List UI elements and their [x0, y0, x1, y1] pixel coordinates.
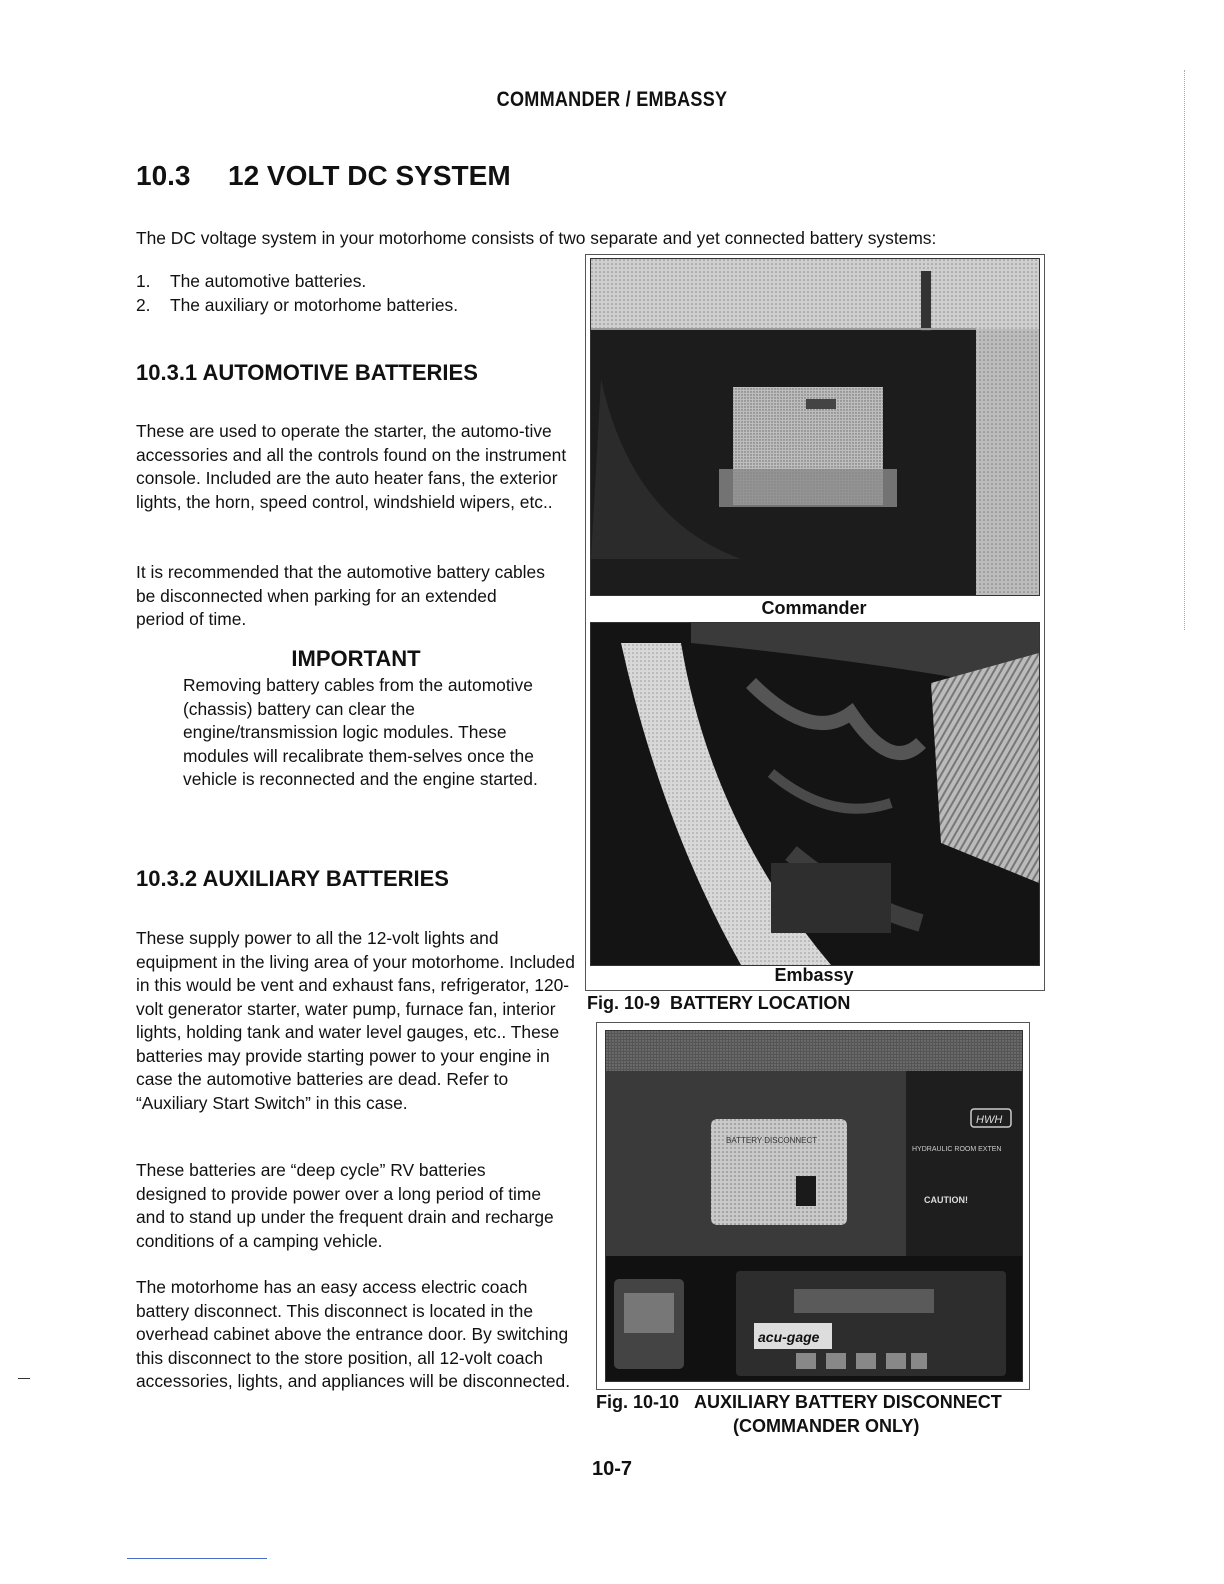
- acu-gage-logo: acu-gage: [758, 1329, 820, 1345]
- auxiliary-heading: 10.3.2 AUXILIARY BATTERIES: [136, 866, 449, 891]
- brand-logo-text: HWH: [976, 1114, 1003, 1126]
- figure-10-9-number: Fig. 10-9: [587, 993, 661, 1013]
- figure-10-10-title: AUXILIARY BATTERY DISCONNECT: [694, 1392, 1002, 1412]
- panel-label-text: HYDRAULIC ROOM EXTEN: [912, 1146, 1002, 1153]
- caution-text: CAUTION!: [924, 1195, 968, 1205]
- list-item-text: The auxiliary or motorhome batteries.: [170, 294, 459, 315]
- auxiliary-paragraph-3: The motorhome has an easy access electric coach battery disconnect. This disconnect is located in the overhead cabinet above the entrance door. By switching this disconnect to the store position, all 12-volt coach accessories, lights, and appliances will be disconnected.: [136, 1277, 571, 1391]
- page-number: 10-7: [591, 1458, 633, 1480]
- list-marker: 2.: [136, 294, 151, 315]
- list-item: [136, 294, 576, 318]
- battery-disconnect-photo: [605, 1030, 1023, 1382]
- automotive-paragraph-2: It is recommended that the automotive battery cables be disconnected when parking for an extended period of time.: [136, 562, 545, 629]
- figure-10-9-title: BATTERY LOCATION: [670, 993, 851, 1013]
- disconnect-switch-label: BATTERY DISCONNECT: [726, 1136, 818, 1145]
- footnote-rule: [127, 1558, 267, 1559]
- margin-tick: [18, 1378, 30, 1379]
- list-item: [136, 270, 576, 294]
- running-header: COMMANDER / EMBASSY: [496, 88, 728, 111]
- embassy-photo-illustration: [591, 623, 1039, 965]
- important-text: Removing battery cables from the automotive (chassis) battery can clear the engine/transmission logic modules. These modules will recalibrate them-selves once the vehicle is reconnected and the engine started.: [183, 675, 538, 789]
- figure-10-10-caption: [596, 1392, 1002, 1413]
- battery-systems-list: [136, 270, 576, 317]
- commander-photo-illustration: [591, 259, 1039, 595]
- embassy-battery-photo: [590, 622, 1040, 966]
- embassy-label: Embassy: [774, 965, 854, 985]
- figure-10-10-number: Fig. 10-10: [596, 1392, 680, 1412]
- commander-battery-photo: [590, 258, 1040, 596]
- important-heading: IMPORTANT: [291, 646, 421, 671]
- list-item-text: The automotive batteries.: [170, 271, 367, 291]
- disconnect-photo-illustration: [606, 1031, 1022, 1381]
- automotive-heading: 10.3.1 AUTOMOTIVE BATTERIES: [136, 360, 478, 385]
- automotive-paragraph-1: These are used to operate the starter, the automo-tive accessories and all the controls found on the instrument console. Included are the auto heater fans, the exterior lights, the horn, speed control, windshield wipers, etc..: [136, 421, 567, 512]
- auxiliary-paragraph-1: These supply power to all the 12-volt lights and equipment in the living area of your motorhome. Included in this would be vent and exhaust fans, refrigerator, 120-volt generator starter, water pump, furnace fan, interior lights, holding tank and water level gauges, etc.. These batteries may provide starting power to your engine in case the automotive batteries are dead. Refer to “Auxiliary Start Switch” in this case.: [136, 928, 575, 1113]
- figure-10-9-caption: [587, 993, 850, 1014]
- list-marker: 1.: [136, 271, 151, 291]
- auxiliary-paragraph-2: These batteries are “deep cycle” RV batteries designed to provide power over a long period of time and to stand up under the frequent drain and recharge conditions of a camping vehicle.: [136, 1160, 554, 1251]
- section-number: 10.3: [136, 160, 191, 191]
- section-title: 12 VOLT DC SYSTEM: [228, 160, 511, 191]
- section-heading: [136, 160, 511, 192]
- commander-label: Commander: [761, 598, 867, 618]
- figure-10-10-subcaption: (COMMANDER ONLY): [733, 1416, 920, 1436]
- intro-paragraph: The DC voltage system in your motorhome consists of two separate and yet connected battery systems:: [136, 228, 937, 248]
- scan-edge-line: [1184, 70, 1185, 630]
